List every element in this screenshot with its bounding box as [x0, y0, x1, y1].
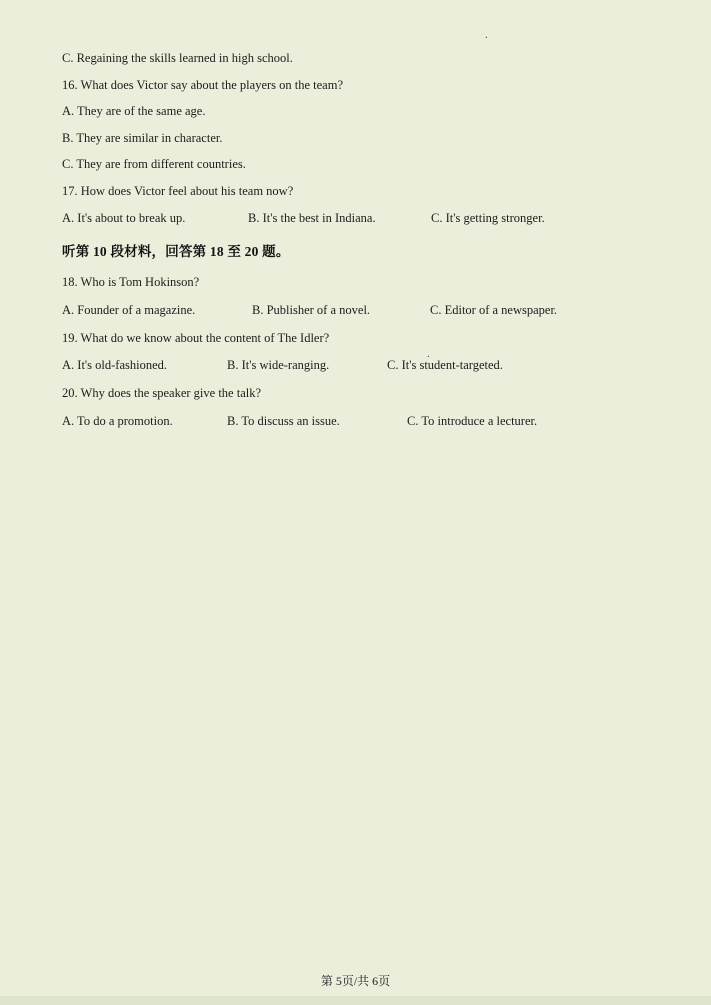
options-row-19: [62, 358, 662, 373]
option-a-16: A. They are of the same age.: [62, 104, 206, 118]
question-17: 17. How does Victor feel about his team now?: [62, 183, 294, 198]
option-c-16: C. They are from different countries.: [62, 157, 246, 171]
section-heading-material-10: 听第 10 段材料，回答第 18 至 20 题。: [62, 244, 290, 259]
page-artifact-dot-middle: .: [427, 348, 430, 360]
page-footer: 第 5页/共 6页: [320, 974, 391, 988]
option-b-17: B. It's the best in Indiana.: [248, 211, 376, 225]
option-a-19: A. It's old-fashioned.: [62, 358, 168, 372]
option-b-19: B. It's wide-ranging.: [227, 358, 330, 372]
options-row-20: [62, 414, 662, 429]
option-c-17: C. It's getting stronger.: [431, 211, 545, 225]
options-row-17: [62, 211, 662, 226]
option-c-19: C. It's student-targeted.: [387, 358, 503, 372]
option-a-17: A. It's about to break up.: [62, 211, 186, 225]
question-20: 20. Why does the speaker give the talk?: [62, 386, 262, 400]
option-c-20: C. To introduce a lecturer.: [407, 413, 538, 428]
document-body: [62, 52, 662, 443]
question-19: 19. What do we know about the content of The Idler?: [62, 330, 330, 345]
option-a-18: A. Founder of a magazine.: [62, 302, 196, 317]
options-row-18: [62, 303, 662, 318]
question-16: 16. What does Victor say about the players on the team?: [62, 77, 343, 92]
option-b-20: B. To discuss an issue.: [227, 413, 340, 428]
option-c-15: C. Regaining the skills learned in high school.: [62, 51, 293, 65]
option-a-20: A. To do a promotion.: [62, 413, 173, 428]
option-b-16: B. They are similar in character.: [62, 130, 223, 145]
question-18: 18. Who is Tom Hokinson?: [62, 275, 200, 289]
option-c-18: C. Editor of a newspaper.: [430, 302, 558, 317]
option-b-18: B. Publisher of a novel.: [252, 302, 371, 317]
page-artifact-dot-top: .: [485, 29, 488, 41]
page-bottom-edge: [0, 996, 711, 1005]
